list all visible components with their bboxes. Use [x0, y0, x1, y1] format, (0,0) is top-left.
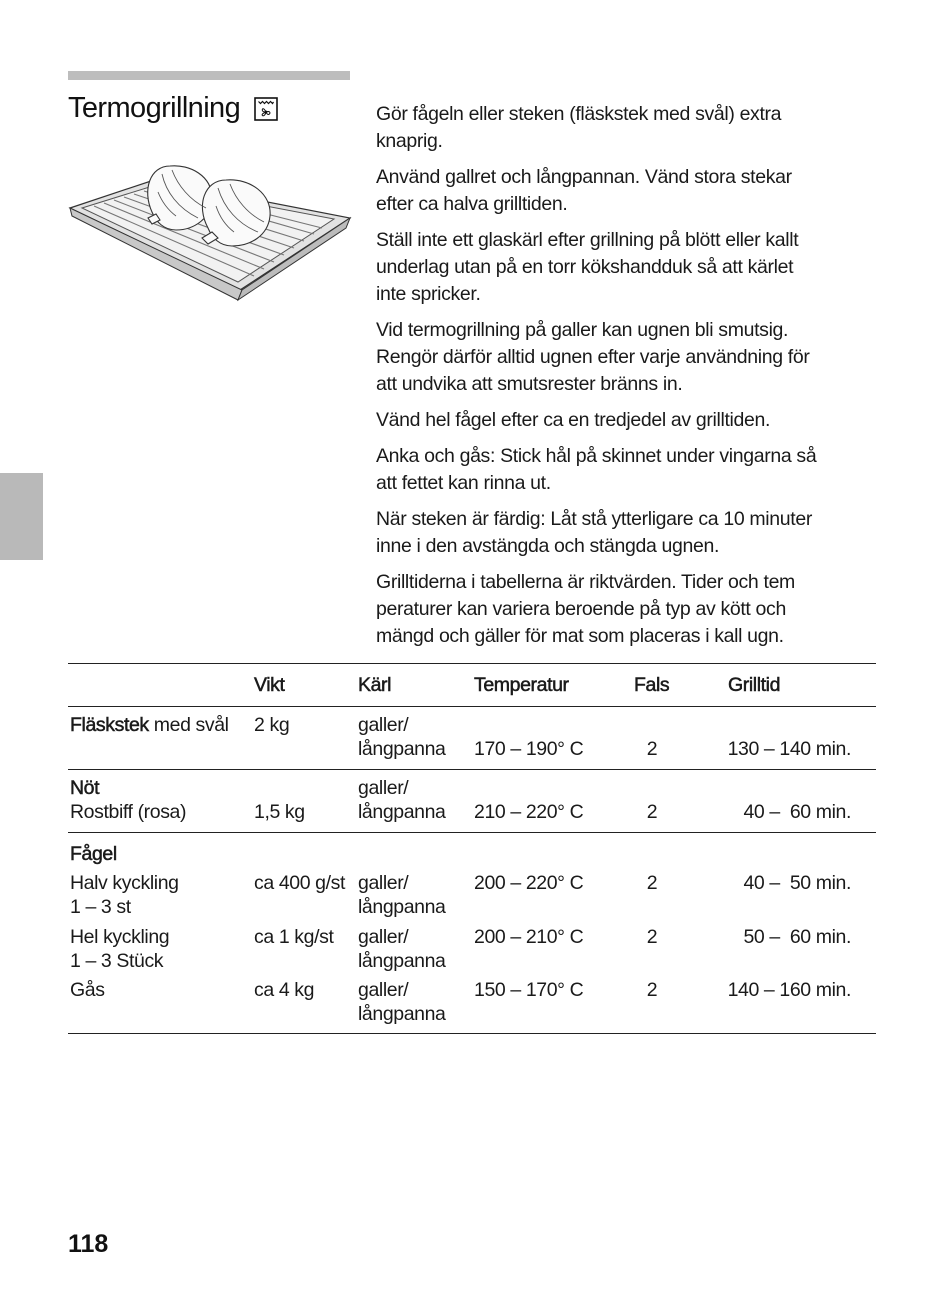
row-name: Rostbiff (rosa)	[70, 801, 187, 823]
row-karl-1: galler/	[358, 926, 409, 948]
row-karl-2: långpanna	[358, 896, 446, 918]
table-row-not	[68, 770, 876, 832]
row-temperatur: 170 – 190° C	[474, 738, 584, 760]
paragraph-1: Gör fågeln eller steken (fläskstek med svål) extra knaprig.	[376, 103, 782, 152]
header-grilltid: Grilltid	[728, 674, 781, 696]
grill-times-table	[68, 663, 876, 1034]
paragraph-4: Vid termogrillning på galler kan ugnen bli smutsig. Rengör därför alltid ugnen efter varje användning för att undvika att smutsrester bränns in.	[376, 319, 810, 395]
row-temperatur: 200 – 220° C	[474, 872, 584, 894]
row-grilltid: 140 – 160 min.	[727, 979, 851, 1001]
table-row-flaskstek	[68, 707, 876, 769]
row-karl-1: galler/	[358, 872, 409, 894]
row-grilltid: 40 – 60 min.	[743, 801, 851, 823]
category-fagel: Fågel	[70, 843, 117, 865]
instructions-text	[376, 101, 888, 659]
row-name-1: Halv kyckling	[70, 872, 179, 894]
row-name-2: 1 – 3 st	[70, 896, 131, 918]
row-karl-2: långpanna	[358, 950, 446, 972]
row-karl-1: galler/	[358, 714, 409, 736]
paragraph-2: Använd gallret och långpannan. Vänd stora stekar efter ca halva grilltiden.	[376, 166, 792, 215]
row-vikt: ca 1 kg/st	[254, 926, 334, 948]
row-grilltid: 130 – 140 min.	[727, 738, 851, 760]
row-fals: 2	[646, 979, 658, 1001]
paragraph-6: Anka och gås: Stick hål på skinnet under vingarna så att fettet kan rinna ut.	[376, 445, 817, 494]
header-karl: Kärl	[358, 674, 392, 696]
row-vikt: ca 400 g/st	[254, 872, 345, 894]
side-index-tab	[0, 473, 43, 560]
header-temperatur: Temperatur	[474, 674, 569, 696]
paragraph-8: Grilltiderna i tabellerna är riktvärden. Tider och tem peraturer kan variera beroende på typ av kött och mängd och gäller för mat som placeras i kall ugn.	[376, 571, 795, 647]
row-karl-1: galler/	[358, 979, 409, 1001]
row-name-1: Hel kyckling	[70, 926, 170, 948]
roast-chickens-on-grill-pan-icon	[66, 152, 354, 304]
paragraph-5: Vänd hel fågel efter ca en tredjedel av grilltiden.	[376, 409, 771, 431]
table-section-fagel	[68, 833, 876, 1033]
header-fals: Fals	[634, 674, 670, 696]
row-fals: 2	[646, 872, 658, 894]
row-name-1: Gås	[70, 979, 105, 1001]
section-header-bar	[68, 71, 350, 80]
table-rule-bottom	[68, 1033, 876, 1034]
row-name-2: 1 – 3 Stück	[70, 950, 164, 972]
row-fals: 2	[646, 801, 658, 823]
table-header-row	[68, 664, 876, 706]
paragraph-7: När steken är färdig: Låt stå ytterligare ca 10 minuter inne i den avstängda och stängda ugnen.	[376, 508, 812, 557]
category-not: Nöt	[70, 777, 100, 799]
row-fals: 2	[646, 926, 658, 948]
row-temperatur: 150 – 170° C	[474, 979, 584, 1001]
row-grilltid: 40 – 50 min.	[743, 872, 851, 894]
page-number: 118	[68, 1230, 109, 1258]
row-vikt: ca 4 kg	[254, 979, 315, 1001]
row-karl-1: galler/	[358, 777, 409, 799]
row-vikt: 1,5 kg	[254, 801, 305, 823]
row-fals: 2	[646, 738, 658, 760]
page-title: Termogrillning	[68, 92, 241, 124]
row-temperatur: 200 – 210° C	[474, 926, 584, 948]
paragraph-3: Ställ inte ett glaskärl efter grillning på blött eller kallt underlag utan på en torr kökshandduk så att kärlet inte spricker.	[376, 229, 799, 305]
row-karl-2: långpanna	[358, 738, 446, 760]
row-karl-2: långpanna	[358, 1003, 446, 1025]
row-karl-2: långpanna	[358, 801, 446, 823]
row-grilltid: 50 – 60 min.	[743, 926, 851, 948]
row-temperatur: 210 – 220° C	[474, 801, 584, 823]
header-vikt: Vikt	[254, 674, 285, 696]
convection-grill-icon	[254, 97, 278, 121]
row-name: Fläskstek med svål	[70, 714, 229, 736]
row-vikt: 2 kg	[254, 714, 290, 736]
section-title-block	[68, 92, 278, 125]
